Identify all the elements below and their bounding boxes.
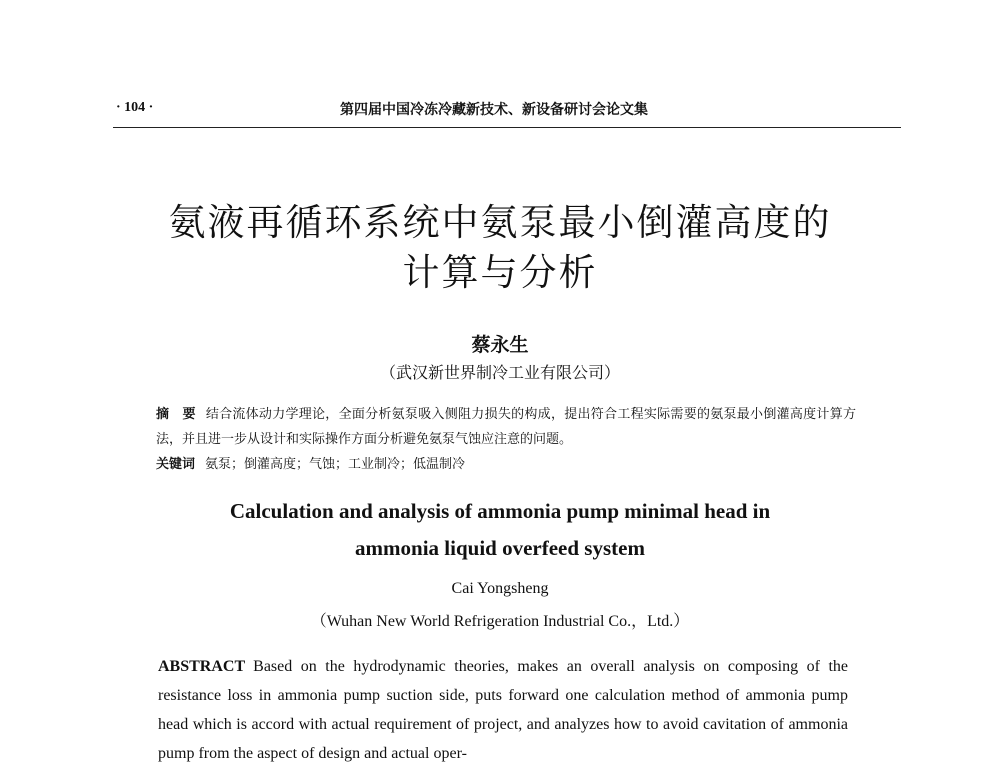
- chinese-keywords-label: 关键词: [156, 457, 196, 472]
- chinese-keywords: [156, 452, 856, 477]
- english-title: [0, 493, 1000, 567]
- proceedings-title: 第四届中国冷冻冷藏新技术、新设备研讨会论文集: [340, 102, 648, 118]
- english-affiliation: （Wuhan New World Refrigeration Industrial Co.，Ltd.）: [310, 613, 690, 630]
- english-title-line-1: Calculation and analysis of ammonia pump minimal head in: [229, 499, 771, 523]
- chinese-abstract-label: 摘 要: [156, 407, 196, 422]
- chinese-affiliation: （武汉新世界制冷工业有限公司）: [379, 363, 620, 382]
- chinese-abstract-text: 结合流体动力学理论，全面分析氨泵吸入侧阻力损失的构成，提出符合工程实际需要的氨泵最小倒灌高度计算方法，并且进一步从设计和实际操作方面分析避免氨泵气蚀应注意的问题。: [156, 407, 856, 447]
- chinese-title: [0, 198, 1000, 298]
- chinese-abstract: [156, 402, 856, 452]
- english-author: Cai Yongsheng: [451, 580, 549, 597]
- english-abstract-text: Based on the hydrodynamic theories, makes an overall analysis on composing of the resistance loss in ammonia pump suction side, puts forward one calculation method of ammonia pump head which is accord with actual requirement of project, and analyzes how to avoid cavitation of ammonia pump from the aspect of design and actual oper-: [158, 658, 848, 762]
- english-abstract-label: ABSTRACT: [158, 658, 246, 675]
- header-rule: [113, 127, 901, 128]
- chinese-title-line-1: 氨液再循环系统中氨泵最小倒灌高度的: [168, 201, 832, 244]
- chinese-author: 蔡永生: [471, 334, 529, 356]
- page-number: · 104 ·: [116, 100, 154, 115]
- english-title-line-2: ammonia liquid overfeed system: [355, 536, 645, 560]
- chinese-title-line-2: 计算与分析: [402, 251, 598, 294]
- english-abstract: [158, 652, 848, 768]
- chinese-keywords-text: 氨泵；倒灌高度；气蚀；工业制冷；低温制冷: [205, 457, 466, 472]
